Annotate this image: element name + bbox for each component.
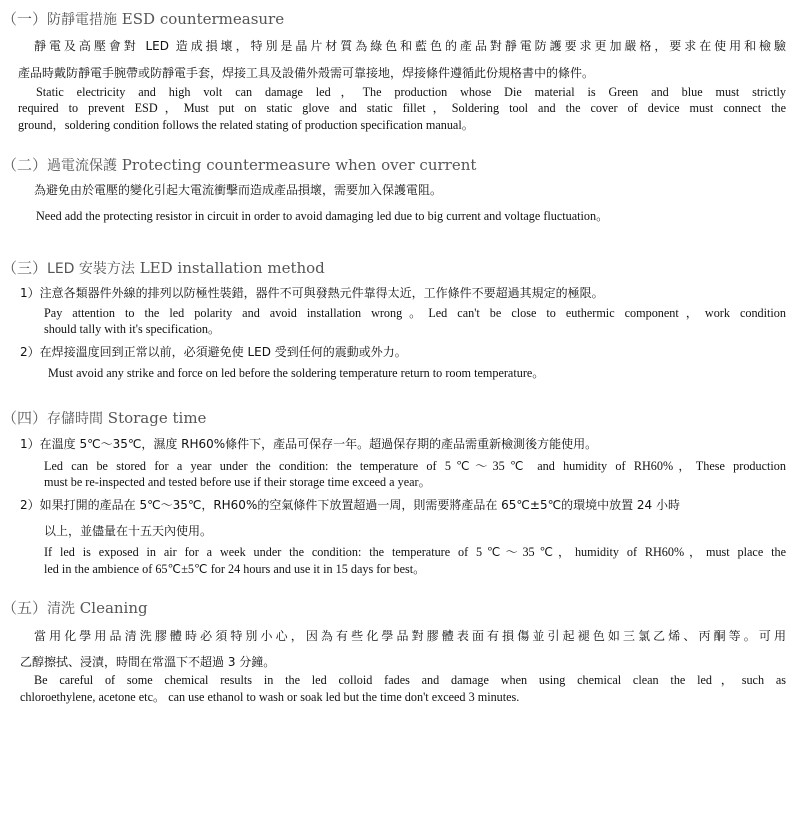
section-number: （五） xyxy=(2,599,48,617)
list-item-en-line: Pay attention to the led polarity and avoid installation wrong。Led can't be close to euthermic component，work condition xyxy=(44,306,786,320)
list-item-en-line: must be re-inspected and tested before use if their storage time exceed a year。 xyxy=(44,475,431,489)
paragraph-en-line: ground，soldering condition follows the related stating of production specification manual。 xyxy=(18,118,474,132)
section-title-cn: LED 安裝方法 xyxy=(47,261,135,277)
list-item-en-line: Led can be stored for a year under the condition: the temperature of 5℃～35℃ and humidity of RH60%，These production xyxy=(44,459,786,473)
section-number: （四） xyxy=(2,409,48,427)
list-item-cn: 在焊接溫度回到正常以前，必須避免使 LED 受到任何的震動或外力。 xyxy=(39,345,407,359)
section-title-cn: 防靜電措施 xyxy=(47,12,118,28)
list-item xyxy=(20,496,680,513)
paragraph-en-line: Need add the protecting resistor in circuit in order to avoid damaging led due to big current and voltage fluctuation。 xyxy=(36,209,609,223)
list-item xyxy=(20,435,597,452)
paragraph-cn-line: 產品時戴防靜電手腕帶或防靜電手套，焊接工具及設備外殼需可靠接地，焊接條件遵循此份規格書中的條件。 xyxy=(18,66,595,80)
paragraph-cn-line: 靜電及高壓會對 LED 造成損壞，特別是晶片材質為綠色和藍色的產品對靜電防護要求更加嚴格，要求在使用和檢驗 xyxy=(34,39,786,53)
section-title-en: Protecting countermeasure when over current xyxy=(121,156,477,174)
paragraph-en-line: required to prevent ESD，Must put on static glove and static fillet，Soldering tool and the cover of device must connect the xyxy=(18,101,786,115)
list-item-cn: 在溫度 5℃～35℃，濕度 RH60%條件下，產品可保存一年。超過保存期的產品需重新檢測後方能使用。 xyxy=(39,437,598,451)
section-number: （二） xyxy=(2,156,48,174)
section-title-en: Storage time xyxy=(107,409,207,427)
list-marker: 1） xyxy=(20,437,40,451)
list-marker: 1） xyxy=(20,286,40,300)
section-title-en: LED installation method xyxy=(139,259,325,277)
section-number: （一） xyxy=(2,10,48,28)
list-item-en-line: Must avoid any strike and force on led before the soldering temperature return to room temperature。 xyxy=(48,366,545,380)
list-item-cn: 如果打開的產品在 5℃～35℃，RH60%的空氣條件下放置超過一周，則需要將產品在 65℃±5℃的環境中放置 24 小時 xyxy=(39,498,680,512)
section-title-cn: 存儲時間 xyxy=(47,411,104,427)
list-item xyxy=(20,343,407,360)
list-item-en-line: If led is exposed in air for a week under the condition: the temperature of 5℃～35℃，humidity of RH60%，must place the xyxy=(44,545,786,559)
list-marker: 2） xyxy=(20,345,40,359)
paragraph-cn-line: 乙醇擦拭、浸漬，時間在常溫下不超過 3 分鐘。 xyxy=(20,655,276,669)
paragraph-cn-line: 為避免由於電壓的變化引起大電流衝擊而造成產品損壞，需要加入保護電阻。 xyxy=(34,183,443,197)
list-item xyxy=(20,284,604,301)
section-number: （三） xyxy=(2,259,48,277)
list-item-en-line: should tally with it's specification。 xyxy=(44,322,221,336)
list-item-en-line: led in the ambience of 65℃±5℃ for 24 hours and use it in 15 days for best。 xyxy=(44,562,426,576)
section-heading-esd xyxy=(2,8,284,29)
section-title-cn: 過電流保護 xyxy=(47,158,118,174)
paragraph-en-line: Be careful of some chemical results in the led colloid fades and damage when using chemical clean the led，such as xyxy=(34,673,786,687)
paragraph-en-line: Static electricity and high volt can damage led，The production whose Die material is Green and blue must strictly xyxy=(36,85,786,99)
list-item-cn: 注意各類器件外線的排列以防極性裝錯，器件不可與發熱元件靠得太近，工作條件不要超過其規定的極限。 xyxy=(39,286,604,300)
paragraph-en-line: chloroethylene, acetone etc。 can use ethanol to wash or soak led but the time don't exceed 3 minutes. xyxy=(20,690,520,704)
section-heading-storage xyxy=(2,407,206,428)
section-title-en: ESD countermeasure xyxy=(121,10,285,28)
section-title-en: Cleaning xyxy=(79,599,148,617)
section-heading-over-current xyxy=(2,154,476,175)
section-heading-cleaning xyxy=(2,597,148,618)
list-marker: 2） xyxy=(20,498,40,512)
list-item-cn-line: 以上，並儘量在十五天內使用。 xyxy=(44,524,213,538)
paragraph-cn-line: 當用化學用品清洗膠體時必須特別小心，因為有些化學品對膠體表面有損傷並引起褪色如三氯乙烯、丙酮等。可用 xyxy=(34,629,786,643)
section-title-cn: 清洗 xyxy=(47,601,76,617)
section-heading-installation xyxy=(2,257,325,278)
